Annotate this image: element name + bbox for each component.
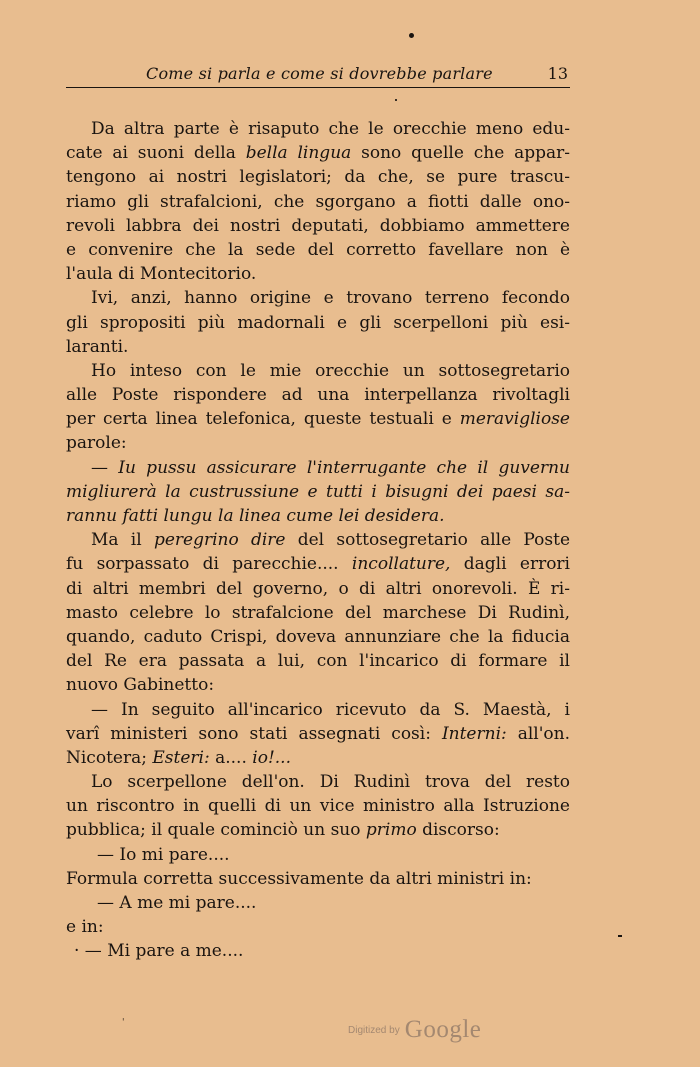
text-line: — In seguito all'incarico ricevuto da S. Maestà, i (91, 699, 570, 720)
text-line: Ivi, anzi, hanno origine e trovano terreno fecondo (91, 288, 570, 309)
text-line: revoli labbra dei nostri deputati, dobbiamo ammettere (66, 215, 570, 236)
digitized-by-watermark (348, 1016, 481, 1044)
running-header (66, 60, 570, 90)
text-line (66, 504, 570, 528)
digitized-by-label: Digitized by (348, 1025, 400, 1036)
italic-phrase: io!... (252, 747, 291, 768)
italic-phrase: Interni: (441, 723, 507, 744)
ink-speck: ' (122, 1018, 125, 1028)
text-line: — A me mi pare.... (97, 893, 257, 913)
italic-quote: migliurerà la custrussiune e tutti i bisugni dei paesi sa- (66, 481, 570, 502)
text-line: di altri membri del governo, o di altri onorevoli. È ri- (66, 578, 570, 599)
text-line (66, 480, 570, 504)
text-line: per certa linea telefonica, queste testuali e meravigliose (66, 409, 570, 430)
italic-phrase: peregrino dire (153, 530, 286, 551)
italic-quote: rannu fatti lungu la linea cume lei desidera. (66, 506, 445, 526)
text-line: — Iu pussu assicurare l'interrugante che il guvernu (91, 457, 570, 478)
text-line: pubblica; il quale cominciò un suo primo discorso: (66, 820, 500, 841)
text-line: — Io mi pare.... (97, 844, 230, 865)
text-line: masto celebre lo strafalcione del marchese Di Rudinì, (66, 602, 570, 623)
text-line: gli spropositi più madornali e gli scerpelloni più esi- (66, 312, 570, 333)
ink-speck (395, 99, 397, 101)
ink-dot (409, 33, 414, 38)
italic-phrase: meravigliose (459, 409, 570, 430)
text-line: riamo gli strafalcioni, che sgorgano a fiotti dalle ono- (66, 191, 570, 212)
text-line: varî ministeri sono stati assegnati così: Interni: all'on. (66, 723, 570, 744)
text-line: quando, caduto Crispi, doveva annunziare che la fiducia (66, 626, 570, 647)
text-line: tengono ai nostri legislatori; da che, se pure trascu- (66, 167, 570, 188)
page-number: 13 (547, 64, 568, 83)
italic-phrase: bella lingua (245, 143, 352, 164)
text-line: Ma il peregrino dire del sottosegretario alle Poste (91, 530, 571, 551)
text-line: nuovo Gabinetto: (66, 675, 215, 696)
text-line: e convenire che la sede del corretto favellare non è (66, 239, 570, 260)
text-line: · — Mi pare a me.... (74, 941, 244, 962)
text-line: e in: (66, 917, 104, 938)
text-line: laranti. (66, 336, 129, 357)
italic-quote: Iu pussu assicurare l'interrugante che il guvernu (118, 457, 570, 478)
text-line: fu sorpassato di parecchie.... incollature, dagli errori (66, 554, 570, 575)
italic-phrase: Esteri: (152, 747, 210, 768)
ink-speck (618, 935, 622, 937)
text-line: Ho inteso con le mie orecchie un sottosegretario (91, 360, 570, 381)
text-line: Lo scerpellone dell'on. Di Rudinì trova del resto (91, 772, 570, 793)
text-line: Da altra parte è risaputo che le orecchie meno edu- (91, 119, 570, 139)
text-line: alle Poste rispondere ad una interpellanza rivoltagli (66, 385, 570, 406)
text-line: l'aula di Montecitorio. (66, 264, 257, 285)
body-text (66, 117, 570, 964)
text-line: cate ai suoni della bella lingua sono quelle che appar- (66, 143, 571, 164)
text-line: Nicotera; Esteri: a.... io!... (66, 747, 291, 768)
google-logo: Google (404, 1016, 482, 1043)
italic-phrase: incollature, (351, 554, 451, 575)
text-line: parole: (66, 433, 127, 454)
text-line: del Re era passata a lui, con l'incarico di formare il (66, 651, 570, 672)
text-line: Formula corretta successivamente da altri ministri in: (66, 868, 532, 889)
text-line: un riscontro in quelli di un vice ministro alla Istruzione (66, 796, 570, 817)
italic-phrase: primo (365, 820, 417, 841)
header-rule (66, 87, 570, 88)
running-title: Come si parla e come si dovrebbe parlare (146, 64, 493, 83)
